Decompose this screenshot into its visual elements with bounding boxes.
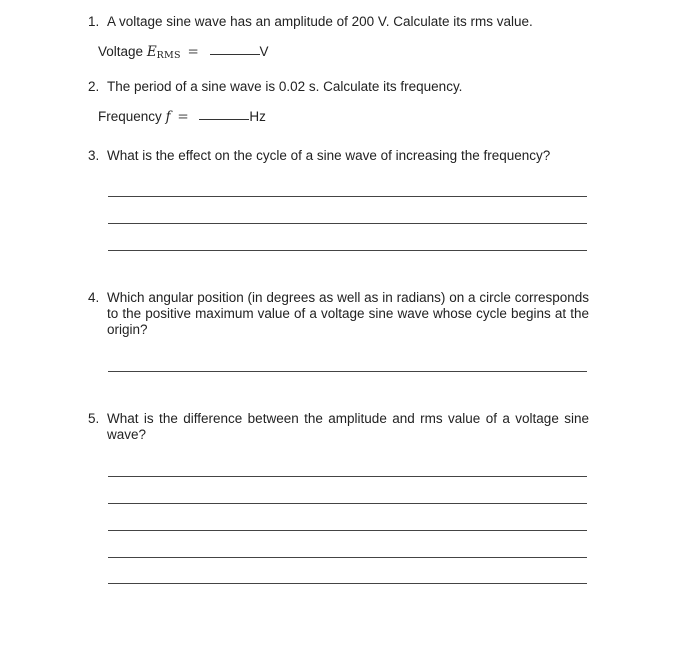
answer-rule[interactable] — [108, 476, 587, 477]
answer-rule[interactable] — [108, 530, 587, 531]
equals-sign: = — [177, 109, 189, 125]
answer-rule[interactable] — [108, 503, 587, 504]
answer-rule[interactable] — [108, 583, 587, 584]
answer-rule[interactable] — [108, 223, 587, 224]
answer-unit: Hz — [249, 109, 266, 124]
question-number: 2. — [88, 79, 100, 94]
answer-variable: f — [165, 109, 171, 125]
answer-rule[interactable] — [108, 371, 587, 372]
answer-rule[interactable] — [108, 196, 587, 197]
question-text: What is the difference between the amplitude and rms value of a voltage sine wave? — [107, 411, 589, 442]
question-text: Which angular position (in degrees as well as in radians) on a circle corresponds to the positive maximum value of a voltage sine wave whose cycle begins at the origin? — [107, 290, 589, 337]
question-text: What is the effect on the cycle of a sine wave of increasing the frequency? — [107, 148, 551, 163]
answer-blank[interactable] — [199, 118, 249, 120]
question-number: 1. — [88, 14, 100, 29]
answer-rule[interactable] — [108, 250, 587, 251]
question-number: 5. — [88, 411, 100, 426]
question-number: 3. — [88, 148, 100, 163]
answer-subscript: RMS — [156, 50, 181, 61]
question-number: 4. — [88, 290, 100, 305]
answer-line-voltage — [98, 44, 269, 64]
answer-unit: V — [259, 44, 269, 59]
answer-variable: E — [146, 44, 157, 60]
answer-rule[interactable] — [108, 557, 587, 558]
answer-label: Voltage — [98, 44, 144, 59]
answer-line-frequency — [98, 109, 266, 125]
equals-sign: = — [187, 44, 199, 60]
question-text: A voltage sine wave has an amplitude of 200 V. Calculate its rms value. — [107, 14, 533, 29]
answer-label: Frequency — [98, 109, 162, 124]
question-text: The period of a sine wave is 0.02 s. Calculate its frequency. — [107, 79, 463, 94]
answer-blank[interactable] — [210, 53, 260, 55]
